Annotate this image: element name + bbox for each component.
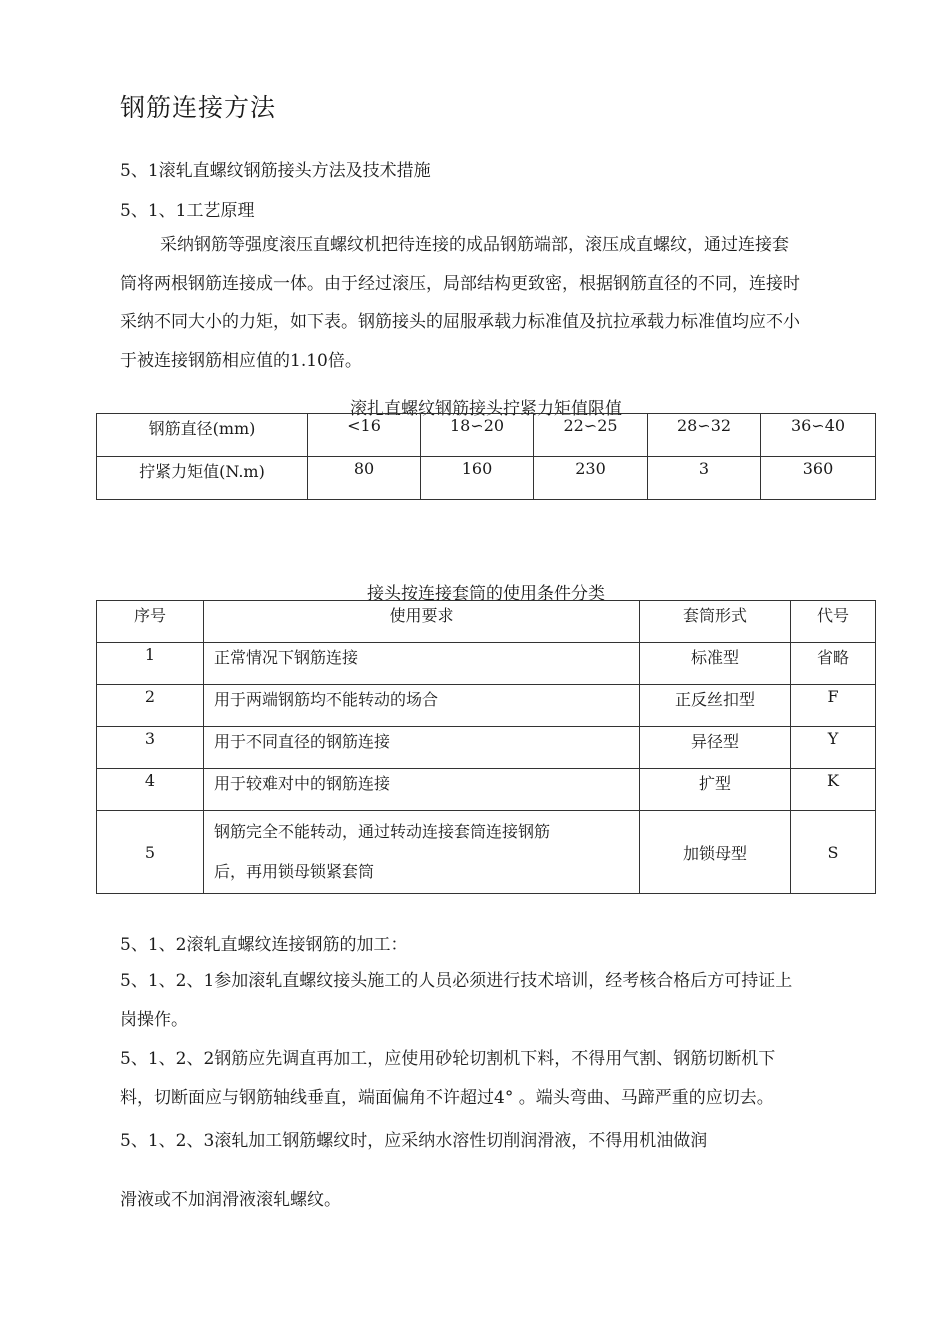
table-row bbox=[97, 769, 876, 811]
table-cell: 用于两端钢筋均不能转动的场合 bbox=[204, 685, 640, 727]
table-row bbox=[97, 685, 876, 727]
table-row bbox=[97, 457, 876, 500]
table-cell: 80 bbox=[308, 457, 421, 500]
header-cell: 序号 bbox=[97, 601, 204, 643]
table-cell: 标准型 bbox=[640, 643, 791, 685]
table-cell: Y bbox=[791, 727, 876, 769]
table-cell: 230 bbox=[534, 457, 648, 500]
paragraph-line: 岗操作。 bbox=[120, 1009, 188, 1030]
table-cell: <16 bbox=[308, 414, 421, 457]
header-cell: 使用要求 bbox=[204, 601, 640, 643]
table-cell: 用于不同直径的钢筋连接 bbox=[204, 727, 640, 769]
table-cell: 扩型 bbox=[640, 769, 791, 811]
table-cell: 正反丝扣型 bbox=[640, 685, 791, 727]
paragraph-line: 采纳钢筋等强度滚压直螺纹机把待连接的成品钢筋端部，滚压成直螺纹，通过连接套 bbox=[160, 235, 789, 255]
table-cell: 36∽40 bbox=[761, 414, 876, 457]
cell-line: 后，再用锁母锁紧套筒 bbox=[214, 862, 375, 881]
table-cell: 拧紧力矩值(N.m) bbox=[97, 457, 308, 500]
section-heading-5-1-2: 5、1、2滚轧直螺纹连接钢筋的加工： bbox=[120, 935, 408, 955]
principle-paragraph bbox=[120, 226, 888, 380]
table-cell: 3 bbox=[648, 457, 761, 500]
table-cell: 5 bbox=[97, 811, 204, 894]
table-cell: K bbox=[791, 769, 876, 811]
paragraph-line: 5、1、2、2钢筋应先调直再加工，应使用砂轮切割机下料，不得用气割、钢筋切断机下 bbox=[120, 1049, 776, 1069]
table-cell: 正常情况下钢筋连接 bbox=[204, 643, 640, 685]
table-cell: 360 bbox=[761, 457, 876, 500]
page-title: 钢筋连接方法 bbox=[120, 93, 277, 122]
table-cell: 18∽20 bbox=[421, 414, 534, 457]
header-cell: 代号 bbox=[791, 601, 876, 643]
table-cell: 160 bbox=[421, 457, 534, 500]
table-cell bbox=[204, 811, 640, 894]
table-cell: 钢筋直径(mm) bbox=[97, 414, 308, 457]
table-row bbox=[97, 414, 876, 457]
table-cell: 省略 bbox=[791, 643, 876, 685]
table-cell: 28∽32 bbox=[648, 414, 761, 457]
cell-line: 钢筋完全不能转动，通过转动连接套筒连接钢筋 bbox=[214, 822, 551, 841]
item-paragraph-1 bbox=[120, 962, 888, 1039]
table-cell: S bbox=[791, 811, 876, 894]
item-paragraph-3-continued: 滑液或不加润滑液滚轧螺纹。 bbox=[120, 1190, 341, 1210]
paragraph-line: 料，切断面应与钢筋轴线垂直，端面偏角不许超过4° 。端头弯曲、马蹄严重的应切去。 bbox=[120, 1087, 774, 1108]
sleeve-table bbox=[96, 600, 876, 894]
section-heading-5-1: 5、1滚轧直螺纹钢筋接头方法及技术措施 bbox=[120, 161, 431, 181]
table-cell: 异径型 bbox=[640, 727, 791, 769]
table-cell: 4 bbox=[97, 769, 204, 811]
paragraph-line: 筒将两根钢筋连接成一体。由于经过滚压，局部结构更致密，根据钢筋直径的不同，连接时 bbox=[120, 273, 800, 294]
paragraph-line: 采纳不同大小的力矩，如下表。钢筋接头的屈服承载力标准值及抗拉承载力标准值均应不小 bbox=[120, 312, 800, 332]
header-cell: 套筒形式 bbox=[640, 601, 791, 643]
section-heading-5-1-1: 5、1、1工艺原理 bbox=[120, 201, 255, 221]
table-cell: 3 bbox=[97, 727, 204, 769]
table-cell: 22∽25 bbox=[534, 414, 648, 457]
table-row bbox=[97, 727, 876, 769]
table-cell: 1 bbox=[97, 643, 204, 685]
table-cell: 2 bbox=[97, 685, 204, 727]
table-header-row bbox=[97, 601, 876, 643]
paragraph-line: 5、1、2、1参加滚轧直螺纹接头施工的人员必须进行技术培训，经考核合格后方可持证上 bbox=[120, 971, 793, 991]
torque-table bbox=[96, 413, 876, 500]
table-cell: 加锁母型 bbox=[640, 811, 791, 894]
torque-table-caption: 滚扎直螺纹钢筋接头拧紧力矩值限值 bbox=[350, 399, 622, 419]
item-paragraph-3: 5、1、2、3滚轧加工钢筋螺纹时，应采纳水溶性切削润滑液，不得用机油做润 bbox=[120, 1131, 708, 1151]
table-cell: F bbox=[791, 685, 876, 727]
item-paragraph-2 bbox=[120, 1040, 888, 1117]
paragraph-line: 于被连接钢筋相应值的1.10倍。 bbox=[120, 350, 362, 371]
table-row bbox=[97, 643, 876, 685]
sleeve-table-caption: 接头按连接套筒的使用条件分类 bbox=[367, 584, 605, 604]
table-cell: 用于较难对中的钢筋连接 bbox=[204, 769, 640, 811]
table-row bbox=[97, 811, 876, 894]
